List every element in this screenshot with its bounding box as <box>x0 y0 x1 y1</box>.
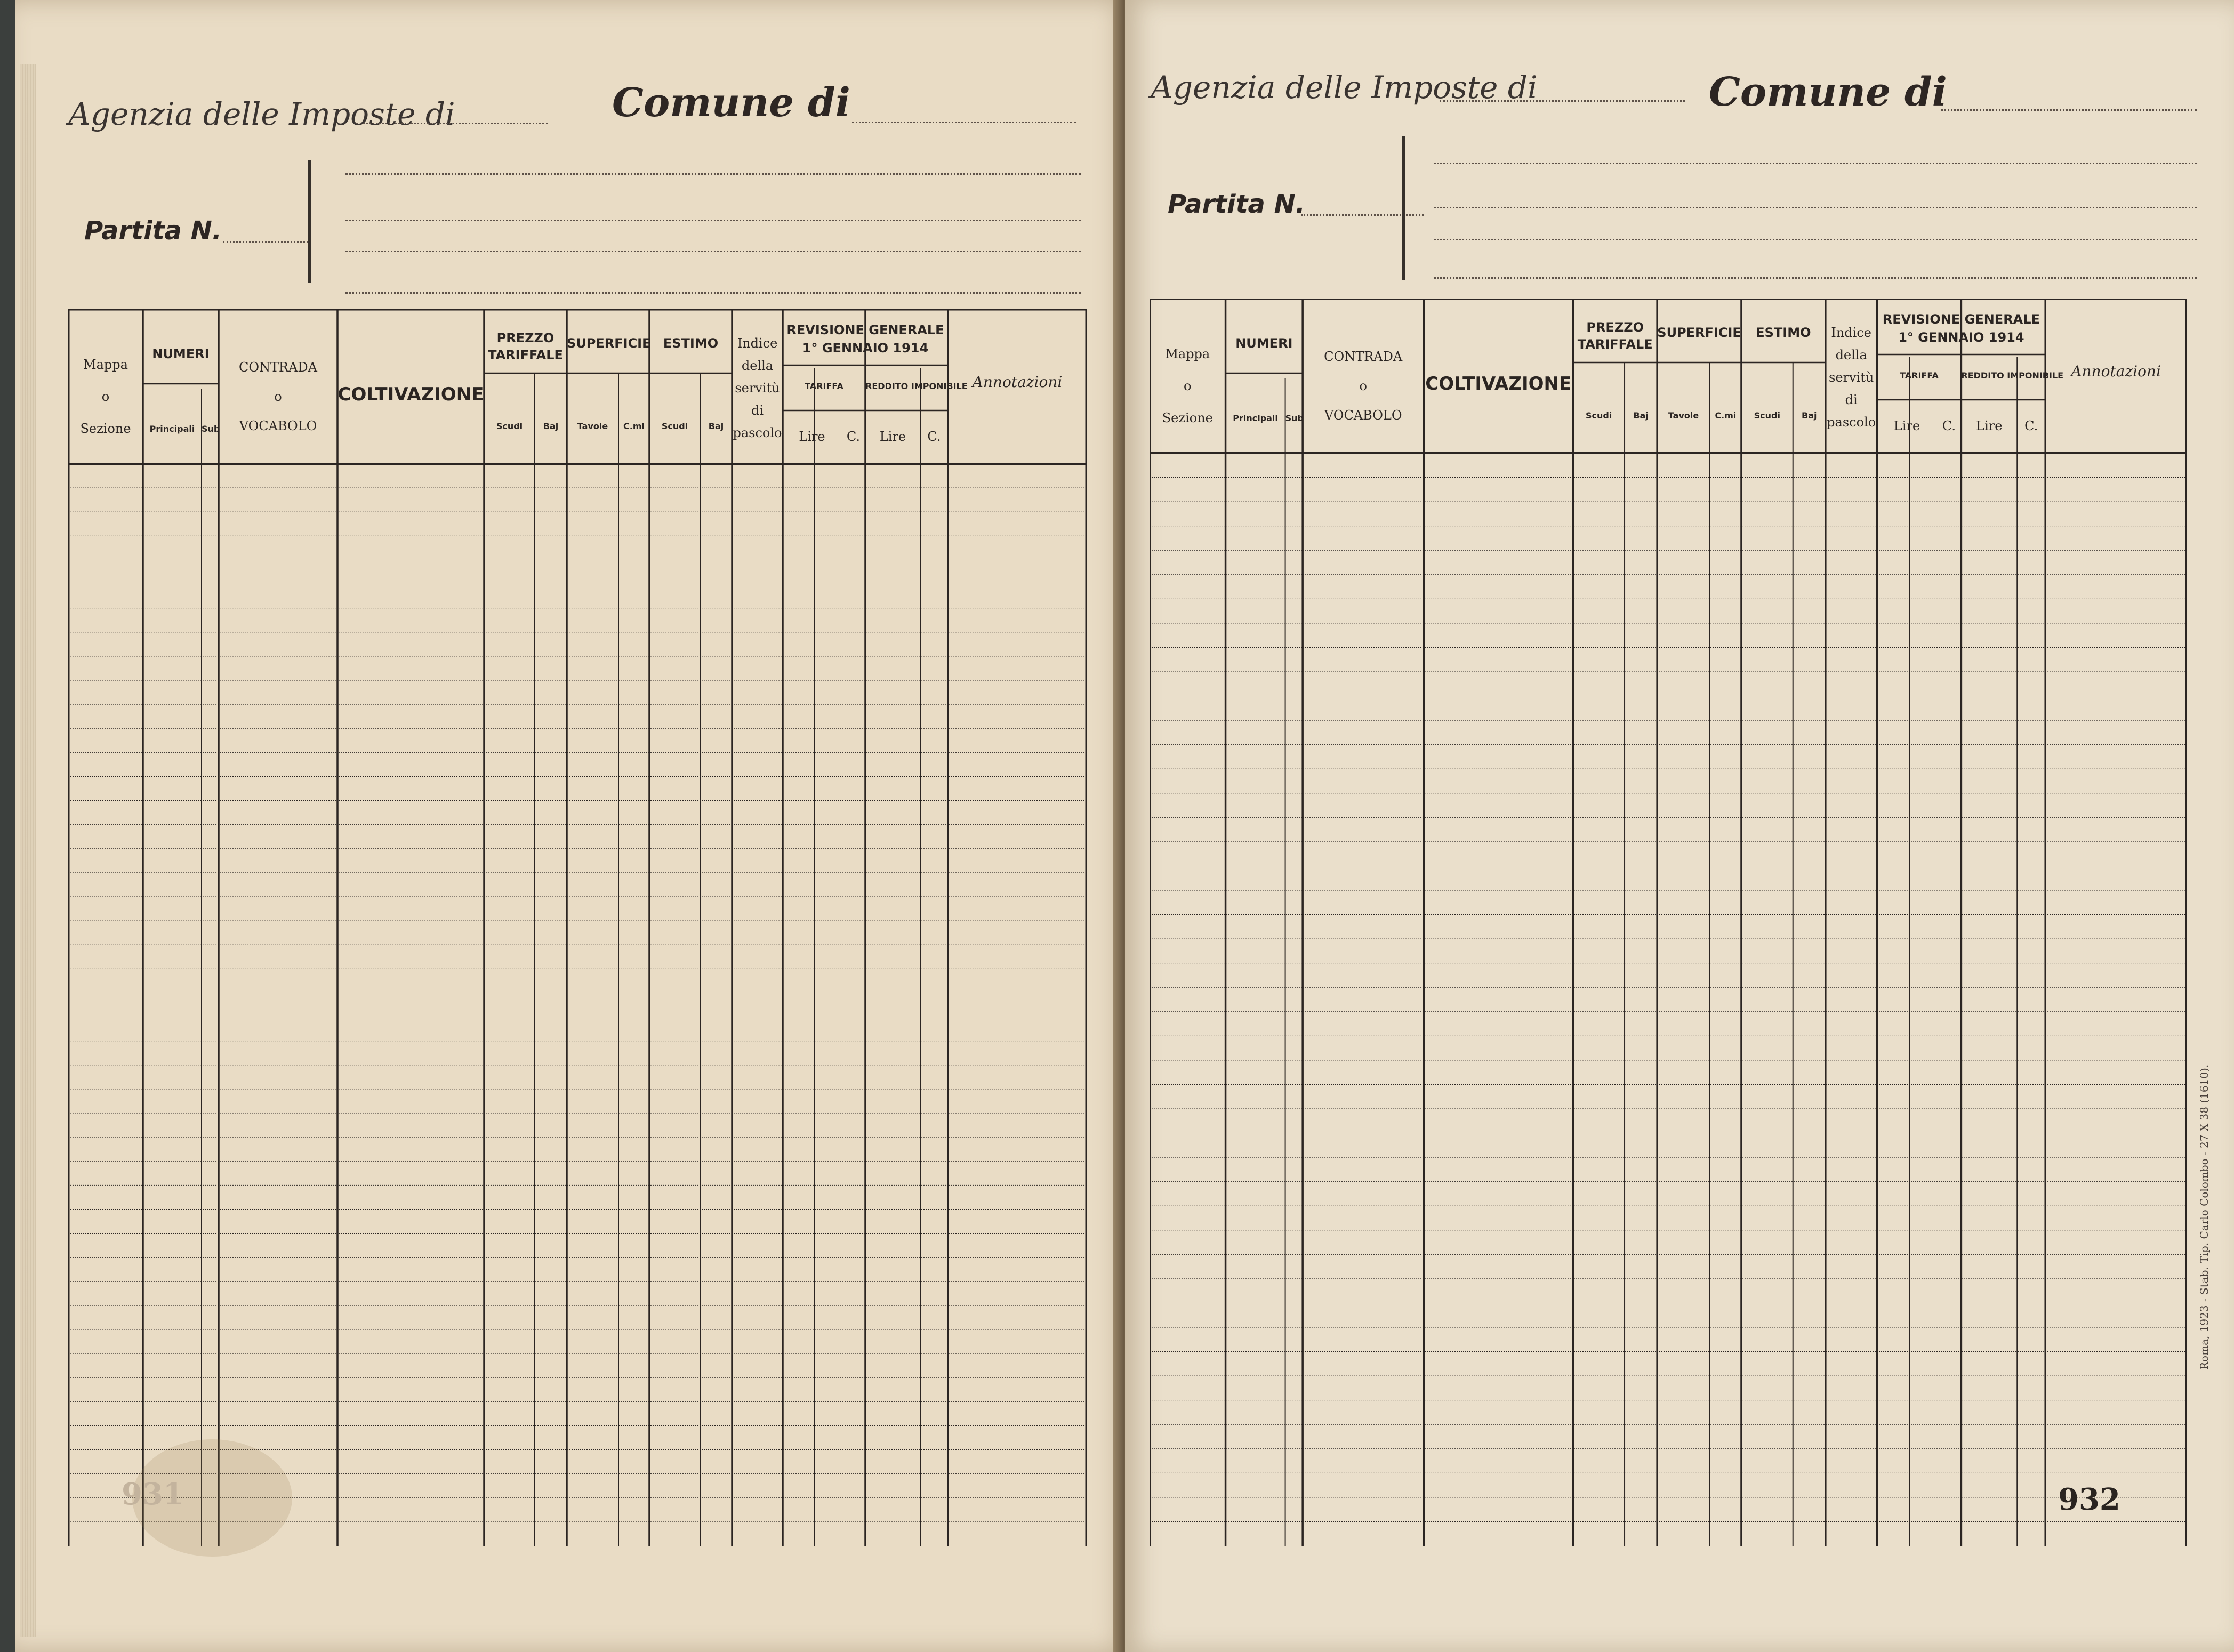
header-indice: servitù <box>1829 370 1874 385</box>
partita-field-line <box>223 241 308 243</box>
header-tariffa-lire: Lire <box>799 429 825 444</box>
header-contrada: o <box>1359 378 1367 393</box>
header-indice: pascolo <box>733 425 782 440</box>
owner-line-2 <box>345 220 1081 221</box>
header-tariffa-lire: Lire <box>1893 418 1920 433</box>
header-prezzo: TARIFFALE <box>488 348 563 362</box>
header-indice: pascolo <box>1827 415 1876 430</box>
owner-line-3 <box>1434 239 2197 240</box>
header-estimo: ESTIMO <box>663 336 719 351</box>
header-contrada: CONTRADA <box>1324 349 1403 364</box>
header-cmi: C.mi <box>1715 410 1737 421</box>
header-prezzo: TARIFFALE <box>1577 337 1653 352</box>
header-tariffa: TARIFFA <box>805 381 843 391</box>
header-sub: Sub <box>1285 413 1304 423</box>
owner-line-4 <box>1434 277 2197 279</box>
header-sub: Sub <box>202 424 220 434</box>
comune-label: Comune di <box>612 80 850 126</box>
header-indice: della <box>741 358 774 373</box>
header-brace <box>1402 136 1405 280</box>
header-estimo-scudi: Scudi <box>661 421 688 431</box>
register-grid <box>68 309 1087 1546</box>
owner-line-4 <box>345 292 1081 294</box>
agency-label: Agenzia delle Imposte di <box>68 96 455 132</box>
header-mappa: o <box>1184 378 1192 393</box>
header-indice: di <box>1845 392 1858 407</box>
header-mappa: Mappa <box>83 357 128 372</box>
header-mappa: Sezione <box>1162 410 1213 425</box>
header-prezzo: PREZZO <box>496 331 555 345</box>
header-mappa: Mappa <box>1165 346 1210 361</box>
header-contrada: o <box>274 389 282 404</box>
register-table <box>68 309 1087 1546</box>
header-indice: della <box>1835 348 1867 362</box>
header-coltivazione: COLTIVAZIONE <box>1425 373 1572 394</box>
register-grid <box>1150 299 2187 1546</box>
header-indice: di <box>751 403 764 418</box>
header-reddito-lire: Lire <box>879 429 906 444</box>
agency-label: Agenzia delle Imposte di <box>1151 69 1538 106</box>
owner-line-3 <box>345 251 1081 252</box>
header-mappa: Sezione <box>80 421 131 436</box>
header-estimo-baj: Baj <box>1802 410 1817 421</box>
header-revisione: REVISIONE GENERALE <box>786 323 944 337</box>
header-estimo-scudi: Scudi <box>1754 410 1780 421</box>
header-estimo: ESTIMO <box>1756 325 1811 340</box>
header-indice: Indice <box>737 336 778 351</box>
header-coltivazione: COLTIVAZIONE <box>337 384 484 405</box>
header-tavole: Tavole <box>577 421 608 431</box>
header-indice: servitù <box>735 381 780 396</box>
header-tariffa-c: C. <box>846 429 861 444</box>
header-baj: Baj <box>1633 410 1649 421</box>
header-mappa: o <box>101 389 110 404</box>
header-estimo-baj: Baj <box>708 421 724 431</box>
header-cmi: C.mi <box>623 421 645 431</box>
page-edges <box>20 64 36 1637</box>
agency-field-line <box>356 123 548 124</box>
header-reddito-lire: Lire <box>1976 418 2003 433</box>
header-superficie: SUPERFICIE <box>1657 325 1741 340</box>
header-tavole: Tavole <box>1668 410 1699 421</box>
owner-line-2 <box>1434 207 2197 208</box>
comune-field-line <box>852 122 1076 123</box>
comune-field-line <box>1941 109 2197 111</box>
register-table <box>1150 299 2187 1546</box>
agency-field-line <box>1440 100 1685 102</box>
partita-label: Partita N. <box>1168 189 1306 219</box>
header-reddito-c: C. <box>2024 418 2038 433</box>
printer-note: Roma, 1923 - Stab. Tip. Carlo Colombo - 27 X 38 (1610). <box>2198 1064 2211 1370</box>
partita-label: Partita N. <box>84 216 222 246</box>
header-numeri: NUMERI <box>152 346 210 361</box>
header-prezzo: PREZZO <box>1586 320 1644 335</box>
left-page <box>15 0 1129 1652</box>
header-brace <box>308 160 311 283</box>
header-contrada: VOCABOLO <box>1324 408 1402 423</box>
right-page <box>1125 0 2234 1652</box>
page-number-faded: 931 <box>122 1477 184 1512</box>
header-tariffa: TARIFFA <box>1900 370 1939 381</box>
header-scudi: Scudi <box>496 421 523 431</box>
header-baj: Baj <box>543 421 559 431</box>
header-revisione: 1° GENNAIO 1914 <box>1898 330 2024 345</box>
header-reddito: REDDITO IMPONIBILE <box>1961 370 2064 381</box>
header-reddito: REDDITO IMPONIBILE <box>865 381 968 391</box>
header-indice: Indice <box>1831 325 1871 340</box>
header-revisione: 1° GENNAIO 1914 <box>802 341 929 356</box>
header-contrada: VOCABOLO <box>239 418 317 433</box>
header-annotazioni: Annotazioni <box>972 373 1063 391</box>
owner-line-1 <box>345 173 1081 175</box>
page-number: 932 <box>2058 1482 2120 1517</box>
header-superficie: SUPERFICIE <box>567 336 651 351</box>
owner-line-1 <box>1434 163 2197 164</box>
header-reddito-c: C. <box>927 429 941 444</box>
comune-label: Comune di <box>1709 69 1947 115</box>
header-revisione: REVISIONE GENERALE <box>1882 312 2040 327</box>
header-contrada: CONTRADA <box>238 360 318 375</box>
header-principali: Principali <box>1233 413 1278 423</box>
header-scudi: Scudi <box>1585 410 1612 421</box>
header-tariffa-c: C. <box>1942 418 1956 433</box>
header-annotazioni: Annotazioni <box>2071 362 2161 380</box>
header-principali: Principali <box>149 424 195 434</box>
header-numeri: NUMERI <box>1235 336 1293 351</box>
